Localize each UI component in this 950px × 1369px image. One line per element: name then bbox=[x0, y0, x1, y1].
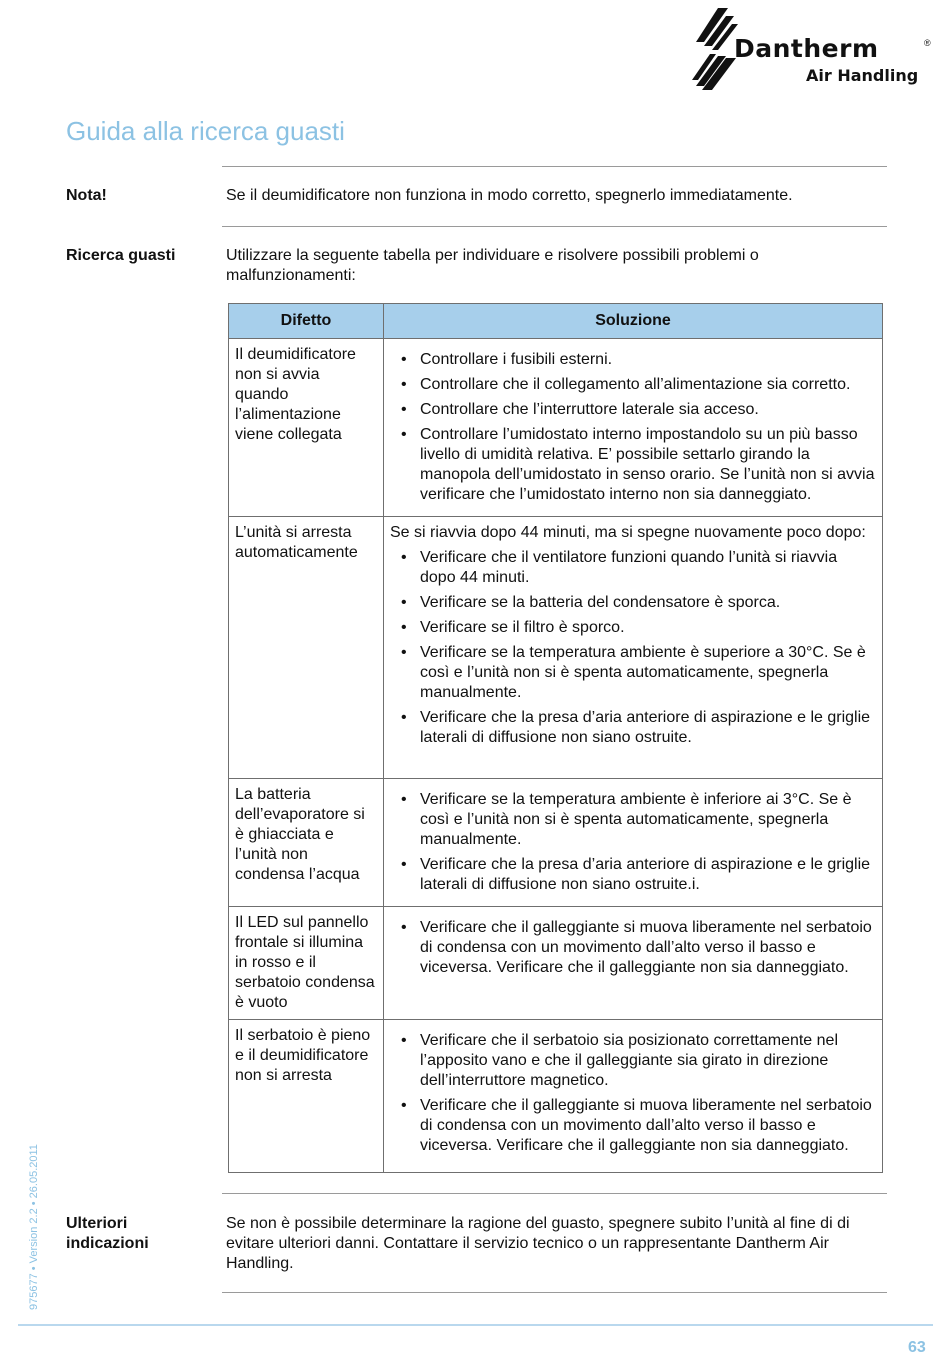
fault-cell: La batteria dell’evaporatore si è ghiacciata e l’unità non condensa l’acqua bbox=[229, 779, 384, 907]
divider bbox=[222, 166, 887, 167]
solution-item: • Verificare che il galleggiante si muova liberamente nel serbatoio di condensa con un movimento dall’alto verso il basso e viceversa. Verificare che il galleggiante non sia danneggiato. bbox=[390, 1096, 876, 1156]
further-text: Se non è possibile determinare la ragione del guasto, spegnere subito l’unità al fine di di evitare ulteriori danni. Contattare il servizio tecnico o un rappresentante Dantherm Air Handling. bbox=[226, 1215, 850, 1272]
troubleshooting-intro: Utilizzare la seguente tabella per individuare e risolvere possibili problemi o malfunzionamenti: bbox=[226, 247, 759, 284]
solution-item: • Verificare che la presa d’aria anteriore di aspirazione e le griglie laterali di diffusione non siano ostruite. bbox=[390, 708, 876, 748]
version-text: 975677 • Version 2.2 • 26.05.2011 bbox=[28, 1144, 40, 1310]
header-fault: Difetto bbox=[229, 304, 384, 339]
solution-item: • Verificare che il ventilatore funzioni quando l’unità si riavvia dopo 44 minuti. bbox=[390, 548, 876, 588]
solution-cell bbox=[384, 339, 883, 517]
solution-item: • Verificare che il serbatoio sia posizionato correttamente nel l’apposito vano e che il galleggiante sia girato in direzione dell’interruttore magnetico. bbox=[390, 1031, 876, 1091]
solution-item: • Verificare che il galleggiante si muova liberamente nel serbatoio di condensa con un movimento dall’alto verso il basso e viceversa. Verificare che il galleggiante non sia danneggiato. bbox=[390, 918, 876, 978]
table-row bbox=[229, 779, 883, 907]
further-label: Ulteriori indicazioni bbox=[66, 1215, 149, 1252]
divider bbox=[222, 226, 887, 227]
solution-item: • Verificare se il filtro è sporco. bbox=[390, 618, 876, 638]
solution-item: • Controllare che l’interruttore laterale sia acceso. bbox=[390, 400, 876, 420]
solution-intro: Se si riavvia dopo 44 minuti, ma si spegne nuovamente poco dopo: bbox=[390, 524, 866, 541]
page-title: Guida alla ricerca guasti bbox=[66, 116, 345, 146]
footer-rule bbox=[18, 1324, 933, 1326]
solution-cell bbox=[384, 1020, 883, 1173]
note-text: Se il deumidificatore non funziona in modo corretto, spegnerlo immediatamente. bbox=[226, 187, 793, 204]
page-number: 63 bbox=[908, 1339, 926, 1356]
fault-cell: Il LED sul pannello frontale si illumina in rosso e il serbatoio condensa è vuoto bbox=[229, 907, 384, 1020]
header-solution: Soluzione bbox=[384, 304, 883, 339]
solution-item: • Verificare se la temperatura ambiente è inferiore ai 3°C. Se è così e l’unità non si è spenta automaticamente, spegnerla manualmente. bbox=[390, 790, 876, 850]
solution-item: • Controllare che il collegamento all’alimentazione sia corretto. bbox=[390, 375, 876, 395]
fault-cell: L’unità si arresta automaticamente bbox=[229, 517, 384, 779]
divider bbox=[222, 1193, 887, 1194]
solution-cell bbox=[384, 779, 883, 907]
table-row bbox=[229, 339, 883, 517]
fault-cell: Il serbatoio è pieno e il deumidificatore non si arresta bbox=[229, 1020, 384, 1173]
solution-cell bbox=[384, 907, 883, 1020]
troubleshooting-table bbox=[228, 303, 883, 1173]
troubleshooting-label: Ricerca guasti bbox=[66, 247, 176, 264]
solution-item: • Controllare l’umidostato interno impostandolo su un più basso livello di umidità relativa. E’ possibile settarlo girando la manopola dell’umidostato in senso orario. Se l’unità non si avvia verificare che l’umidostato interno non sia danneggiato. bbox=[390, 425, 876, 505]
solution-item: • Verificare se la temperatura ambiente è superiore a 30°C. Se è così e l’unità non si è spenta automaticamente, spegnerla manualmente. bbox=[390, 643, 876, 703]
brand-registered-mark: ® bbox=[924, 38, 931, 48]
table-header-row bbox=[229, 304, 883, 339]
brand-subtitle: Air Handling bbox=[806, 66, 919, 85]
solution-item: • Controllare i fusibili esterni. bbox=[390, 350, 876, 370]
solution-item: • Verificare che la presa d’aria anteriore di aspirazione e le griglie laterali di diffusione non siano ostruite.i. bbox=[390, 855, 876, 895]
table-row bbox=[229, 517, 883, 779]
table-row bbox=[229, 907, 883, 1020]
divider bbox=[222, 1292, 887, 1293]
note-label: Nota! bbox=[66, 187, 107, 204]
table-row bbox=[229, 1020, 883, 1173]
solution-item: • Verificare se la batteria del condensatore è sporca. bbox=[390, 593, 876, 613]
brand-name: Dantherm bbox=[734, 34, 879, 63]
fault-cell: Il deumidificatore non si avvia quando l’alimentazione viene collegata bbox=[229, 339, 384, 517]
solution-cell bbox=[384, 517, 883, 779]
